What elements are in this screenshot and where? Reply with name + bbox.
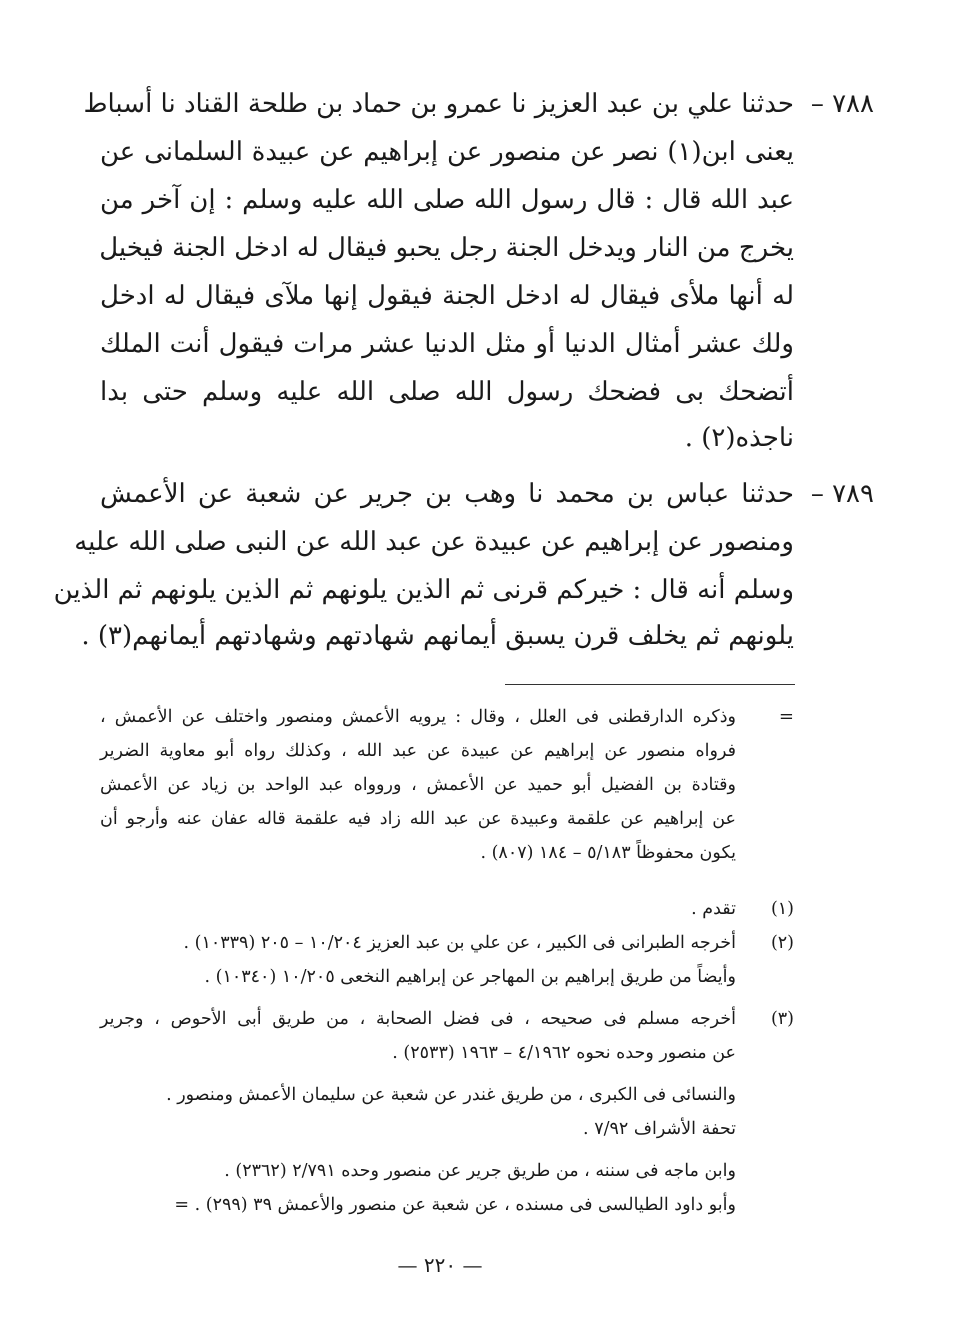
footnote-line: وأبو داود الطيالسى فى مسنده ، عن شعبة عن منصور والأعمش ٣٩ (٢٩٩) . = bbox=[174, 1195, 736, 1215]
footnote-marker: (٢) bbox=[770, 933, 794, 953]
footnote-line: وقتادة بن الفضيل أبو حميد عن الأعمش ، وروواه عبد الواحد بن زياد عن الأعمش bbox=[100, 775, 736, 795]
text-line: عبد الله قال : قال رسول الله صلى الله عليه وسلم : إن آخر من bbox=[100, 185, 794, 215]
page-number: — ٢٢٠ — bbox=[397, 1253, 483, 1277]
footnote-line: عن منصور وحده نحوه ٤/١٩٦٢ – ١٩٦٣ (٢٥٣٣) . bbox=[392, 1043, 736, 1063]
text-line: أتضحك بى فضحك رسول الله صلى الله عليه وسلم حتى بدا bbox=[100, 377, 794, 407]
text-line: حدثنا عباس بن محمد نا وهب بن جرير عن شعبة عن الأعمش bbox=[100, 479, 794, 509]
text-line: يلونهم ثم يخلف قرن يسبق أيمانهم شهادتهم وشهادتهم أيمانهم(٣) . bbox=[81, 621, 794, 651]
continuation-mark: = bbox=[778, 706, 794, 727]
hadith-number: ٧٨٩ – bbox=[810, 479, 874, 509]
footnote-line: أخرجه مسلم فى صحيحه ، فى فضل الصحابة ، من طريق أبى الأحوص ، وجرير bbox=[100, 1009, 736, 1029]
text-line: يعنى ابن(١) نصر عن منصور عن إبراهيم عن عبيدة السلمانى عن bbox=[100, 137, 794, 167]
footnote-line: والنسائى فى الكبرى ، من طريق غندر عن شعبة عن سليمان الأعمش ومنصور . bbox=[166, 1085, 736, 1105]
text-line: حدثنا علي بن عبد العزيز نا عمرو بن حماد بن طلحة القناد نا أسباط bbox=[83, 89, 794, 119]
footnote-line: وأيضاً من طريق إبراهيم بن المهاجر عن إبراهيم النخعى ١٠/٢٠٥ (١٠٣٤٠) . bbox=[204, 967, 736, 987]
footnote-line: فرواه منصور عن إبراهيم عن عبيدة عن عبد الله ، وكذلك رواه أبو معاوية الضرير bbox=[100, 741, 736, 761]
text-line: له أنها ملأى فيقال له ادخل الجنة فيقول إنها ملآى فيقال له ادخل bbox=[100, 281, 794, 311]
footnote-line: أخرجه الطبرانى فى الكبير ، عن علي بن عبد العزيز ١٠/٢٠٤ – ٢٠٥ (١٠٣٣٩) . bbox=[183, 933, 736, 953]
text-line: ومنصور عن إبراهيم عن عبيدة عن عبد الله عن النبى صلى الله عليه bbox=[74, 527, 794, 557]
footnote-line: وذكره الدارقطنى فى العلل ، وقال : يرويه الأعمش ومنصور واختلف عن الأعمش ، bbox=[100, 707, 736, 727]
footnote-line: وابن ماجه فى سننه ، من طريق جرير عن منصور وحده ٢/٧٩١ (٢٣٦٢) . bbox=[224, 1161, 736, 1181]
footnote-line: تحفة الأشراف ٧/٩٢ . bbox=[583, 1119, 736, 1139]
text-line: ولك عشر أمثال الدنيا أو مثل الدنيا عشر مرات فيقول أنت الملك bbox=[100, 329, 794, 359]
footnote-separator bbox=[505, 684, 795, 685]
footnote-line: تقدم . bbox=[691, 899, 736, 919]
text-line: وسلم أنه قال : خيركم قرنى ثم الذين يلونهم ثم الذين يلونهم ثم الذين bbox=[53, 575, 794, 605]
text-line: يخرج من النار ويدخل الجنة رجل يحبو فيقال له ادخل الجنة فيخيل bbox=[99, 233, 794, 263]
hadith-number: ٧٨٨ – bbox=[810, 89, 874, 119]
footnote-line: عن إبراهيم عن علقمة وعبيدة عن عبد الله زاد فيه علقمة قاله عفان عنه وأرجو أن bbox=[100, 809, 736, 829]
footnote-marker: (٣) bbox=[770, 1009, 794, 1029]
text-line: ناجذه(٢) . bbox=[684, 423, 794, 453]
footnote-line: يكون محفوظاً ٥/١٨٣ – ١٨٤ (٨٠٧) . bbox=[480, 843, 736, 863]
footnote-marker: (١) bbox=[770, 899, 794, 919]
